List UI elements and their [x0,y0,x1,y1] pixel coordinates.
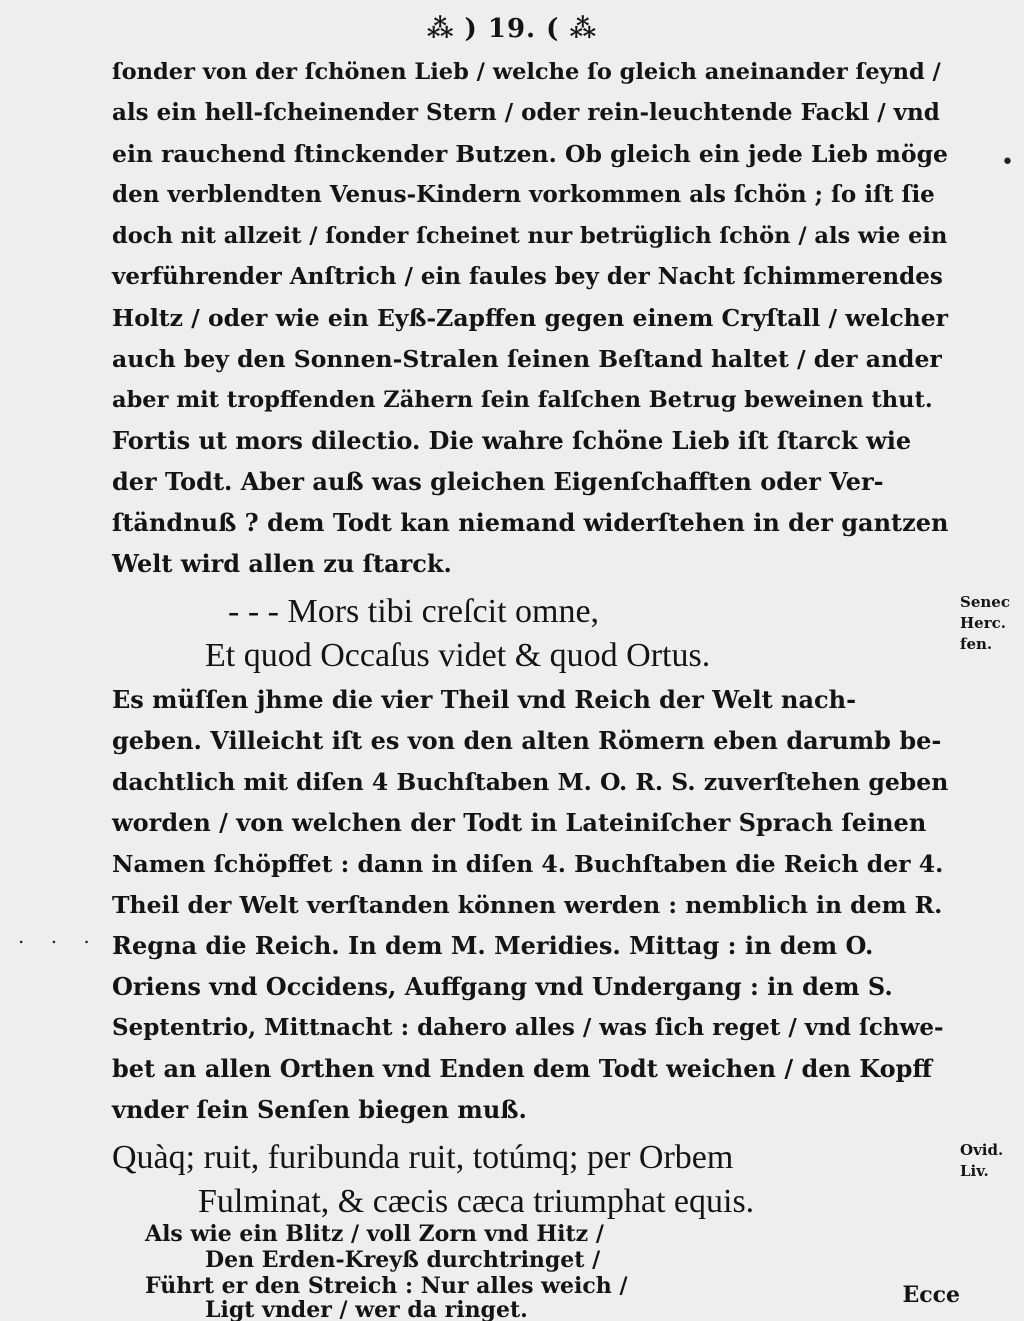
latin-verse-line: Quàq; ruit, furibunda ruit, totúmq; per Orbem [112,1139,734,1176]
text-line: bet an allen Orthen vnd Enden dem Todt weichen / den Kopff [112,1054,933,1083]
margin-note-line: Ovid. [960,1141,1004,1159]
text-line: ſonder von der ſchönen Lieb / welche ſo gleich aneinander ſeynd / [112,59,941,85]
text-line: Holtz / oder wie ein Eyß-Zapffen gegen einem Cryſtall / welcher [112,304,949,332]
german-verse-line: Führt er den Streich : Nur alles weich / [145,1273,628,1299]
latin-verse-line: Et quod Occaſus videt & quod Ortus. [205,637,711,674]
margin-note [960,1140,1003,1182]
text-line: Namen ſchöpffet : dann in diſen 4. Buchſtaben die Reich der 4. [112,850,944,878]
german-verse-line: Den Erden-Kreyß durchtringet / [205,1247,601,1273]
margin-note-line: fen. [960,635,993,653]
margin-note [960,592,1010,655]
text-line: ein rauchend ſtinckender Butzen. Ob gleich ein jede Lieb möge [112,140,948,168]
ornament-dots: . . . . . [18,924,166,948]
margin-note-line: Herc. [960,614,1006,632]
text-line: auch bey den Sonnen-Stralen ſeinen Beſtand haltet / der ander [112,345,942,373]
text-line: worden / von welchen der Todt in Lateiniſcher Sprach ſeinen [112,808,927,837]
text-line: Regna die Reich. In dem M. Meridies. Mittag : in dem O. [112,931,874,960]
text-line: vnder ſein Senſen biegen muß. [112,1095,527,1124]
text-line: Theil der Welt verſtanden können werden : nemblich in dem R. [112,891,943,919]
text-line: Welt wird allen zu ſtarck. [112,549,452,578]
catchword: Ecce [902,1282,960,1308]
german-verse-line: Ligt vnder / wer da ringet. [205,1297,528,1321]
text-line: als ein hell-ſcheinender Stern / oder rein-leuchtende Fackl / vnd [112,99,940,126]
text-line: ſtändnuß ? dem Todt kan niemand widerſtehen in der gantzen [112,508,949,537]
text-line: aber mit tropffenden Zähern ſein falſchen Betrug beweinen thut. [112,387,933,413]
text-line: Fortis ut mors dilectio. Die wahre ſchöne Lieb iſt ſtarck wie [112,426,912,455]
text-line: Oriens vnd Occidens, Auffgang vnd Undergang : in dem S. [112,972,893,1001]
text-line: den verblendten Venus-Kindern vorkommen als ſchön ; ſo iſt ſie [112,181,935,208]
ink-speck: • [1001,150,1014,175]
text-line: der Todt. Aber auß was gleichen Eigenſchafften oder Ver- [112,467,884,496]
text-line: dachtlich mit diſen 4 Buchſtaben M. O. R. S. zuverſtehen geben [112,768,949,796]
text-line: Es müſſen jhme die vier Theil vnd Reich der Welt nach- [112,685,857,714]
margin-note-line: Liv. [960,1162,989,1180]
latin-verse-line: Fulminat, & cæcis cæca triumphat equis. [198,1183,755,1220]
latin-verse-line: - - - Mors tibi creſcit omne, [228,593,600,630]
german-verse-line: Als wie ein Blitz / voll Zorn vnd Hitz / [145,1221,604,1247]
text-line: verführender Anſtrich / ein faules bey der Nacht ſchimmerendes [112,263,943,290]
text-line: geben. Villeicht iſt es von den alten Römern eben darumb be- [112,726,942,755]
text-line: doch nit allzeit / ſonder ſcheinet nur betrüglich ſchön / als wie ein [112,223,948,249]
text-line: Septentrio, Mittnacht : dahero alles / was ſich reget / vnd ſchwe- [112,1014,944,1041]
margin-note-line: Senec [960,593,1010,611]
page-header: ⁂ ) 19. ( ⁂ [426,14,598,44]
